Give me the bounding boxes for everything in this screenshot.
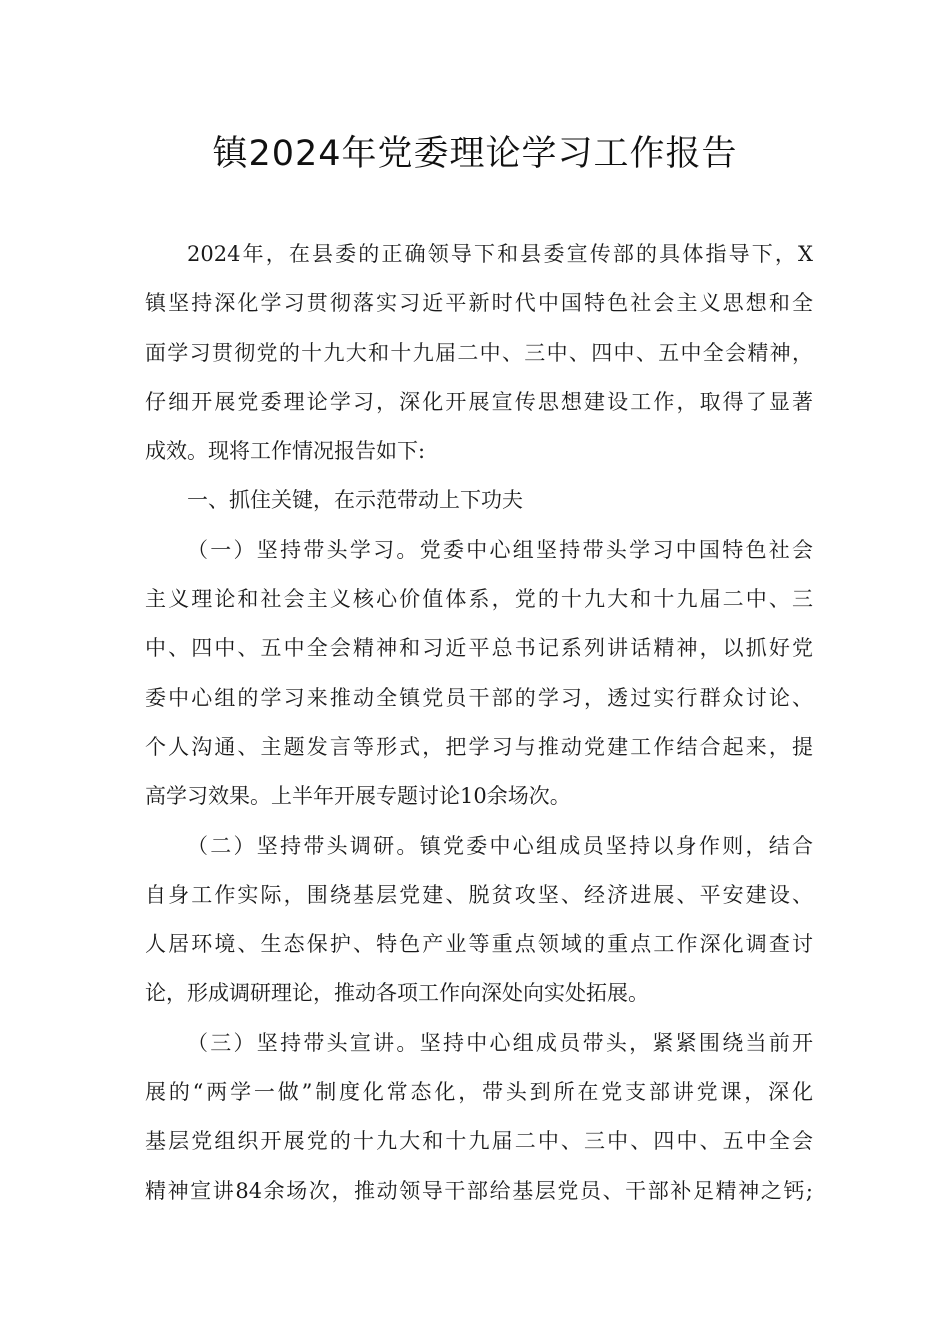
document-body	[145, 230, 813, 1216]
text-line: 镇坚持深化学习贯彻落实习近平新时代中国特色社会主义思想和全	[145, 291, 813, 316]
paragraph-study	[145, 526, 813, 822]
text-line: 成效。现将工作情况报告如下:	[145, 439, 426, 464]
text-line: 自身工作实际，围绕基层党建、脱贫攻坚、经济进展、平安建设、	[145, 882, 813, 907]
text-line: 展的“两学一做”制度化常态化，带头到所在党支部讲党课，深化	[145, 1080, 813, 1105]
text-line: 基层党组织开展党的十九大和十九届二中、三中、四中、五中全会	[145, 1129, 813, 1154]
text-line: （一）坚持带头学习。党委中心组坚持带头学习中国特色社会	[187, 537, 813, 562]
text-line: （二）坚持带头调研。镇党委中心组成员坚持以身作则，结合	[187, 833, 813, 858]
text-line: 仔细开展党委理论学习，深化开展宣传思想建设工作，取得了显著	[145, 389, 813, 414]
text-line: 论，形成调研理论，推动各项工作向深处向实处拓展。	[145, 981, 649, 1006]
paragraph-lecture	[145, 1019, 813, 1216]
text-line: 面学习贯彻党的十九大和十九届二中、三中、四中、五中全会精神，	[145, 340, 813, 365]
text-line: 精神宣讲84余场次，推动领导干部给基层党员、干部补足精神之钙;	[145, 1178, 813, 1203]
document-title: 镇2024年党委理论学习工作报告	[212, 134, 738, 174]
text-line: （三）坚持带头宣讲。坚持中心组成员带头，紧紧围绕当前开	[187, 1030, 813, 1055]
section-heading: 一、抓住关键，在示范带动上下功夫	[187, 488, 523, 513]
text-line: 高学习效果。上半年开展专题讨论10余场次。	[145, 784, 571, 809]
text-line: 中、四中、五中全会精神和习近平总书记系列讲话精神，以抓好党	[145, 636, 813, 661]
paragraph-research	[145, 822, 813, 1019]
text-line: 委中心组的学习来推动全镇党员干部的学习，透过实行群众讨论、	[145, 685, 813, 710]
text-line: 个人沟通、主题发言等形式，把学习与推动党建工作结合起来，提	[145, 734, 813, 759]
intro-paragraph	[145, 230, 813, 476]
text-line: 人居环境、生态保护、特色产业等重点领域的重点工作深化调查讨	[145, 932, 813, 957]
text-line: 2024年，在县委的正确领导下和县委宣传部的具体指导下，X	[187, 242, 813, 266]
text-line: 主义理论和社会主义核心价值体系，党的十九大和十九届二中、三	[145, 587, 813, 612]
